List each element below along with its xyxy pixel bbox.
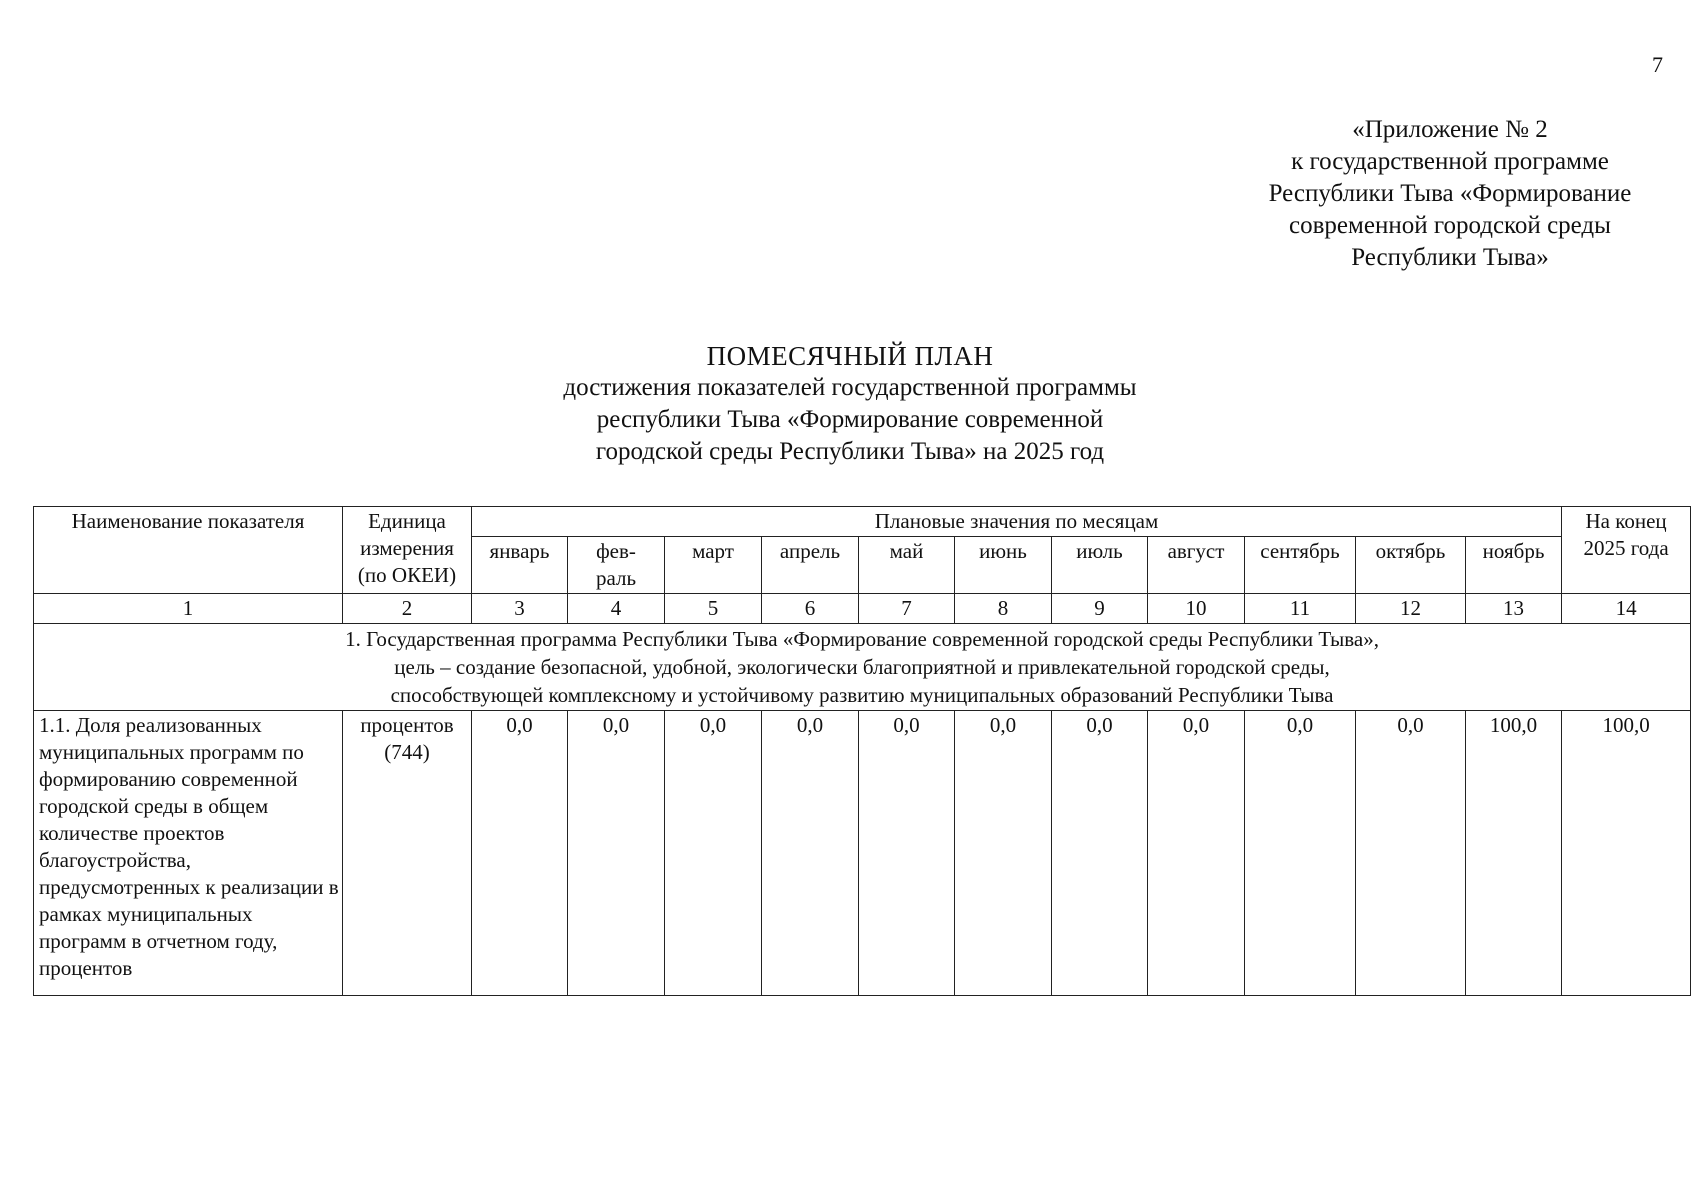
column-number: 10	[1148, 594, 1245, 624]
title-line: республики Тыва «Формирование современной	[596, 406, 1104, 433]
column-number: 13	[1466, 594, 1562, 624]
appendix-line: Республики Тыва»	[1351, 244, 1549, 271]
title-line: достижения показателей государственной программы	[563, 374, 1137, 401]
column-number: 5	[665, 594, 762, 624]
monthly-plan-table	[33, 506, 1691, 996]
appendix-line: современной городской среды	[1289, 212, 1611, 239]
appendix-line: «Приложение № 2	[1352, 116, 1548, 143]
month-value: 0,0	[1148, 711, 1245, 996]
page-number: 7	[1652, 52, 1663, 77]
month-value: 0,0	[665, 711, 762, 996]
month-value: 0,0	[472, 711, 568, 996]
column-number: 9	[1052, 594, 1148, 624]
column-number: 4	[568, 594, 665, 624]
section-line: 1. Государственная программа Республики Тыва «Формирование современной городской среды Республики Тыва»,	[345, 627, 1379, 651]
month-header: март	[665, 537, 762, 594]
column-number: 7	[859, 594, 955, 624]
month-value: 0,0	[762, 711, 859, 996]
column-number: 11	[1245, 594, 1356, 624]
month-header: ноябрь	[1466, 537, 1562, 594]
document-title	[400, 340, 1300, 468]
month-header: сентябрь	[1245, 537, 1356, 594]
month-header: май	[859, 537, 955, 594]
section-line: способствующей комплексному и устойчивому развитию муниципальных образований Республики Тыва	[390, 683, 1334, 707]
month-header: январь	[472, 537, 568, 594]
column-number: 14	[1562, 594, 1691, 624]
column-number: 8	[955, 594, 1052, 624]
month-header: июнь	[955, 537, 1052, 594]
month-value: 0,0	[859, 711, 955, 996]
indicator-name: 1.1. Доля реализованных муниципальных программ по формированию современной городской среды в общем количестве проектов благоустройства, предусмотренных к реализации в рамках муниципальных программ в отчетном году, процентов	[34, 711, 343, 996]
month-value: 0,0	[1356, 711, 1466, 996]
header-row-top	[34, 507, 1691, 537]
column-number: 1	[34, 594, 343, 624]
title-line: городской среды Республики Тыва» на 2025 год	[595, 438, 1105, 465]
column-number-row	[34, 594, 1691, 624]
end-of-year-value: 100,0	[1562, 711, 1691, 996]
month-header: октябрь	[1356, 537, 1466, 594]
month-header: август	[1148, 537, 1245, 594]
column-number: 6	[762, 594, 859, 624]
month-value: 0,0	[1245, 711, 1356, 996]
indicator-unit: процентов (744)	[343, 711, 472, 996]
month-value: 0,0	[568, 711, 665, 996]
month-header: апрель	[762, 537, 859, 594]
appendix-line: Республики Тыва «Формирование	[1268, 180, 1632, 207]
month-value: 0,0	[1052, 711, 1148, 996]
month-value: 0,0	[955, 711, 1052, 996]
month-value: 100,0	[1466, 711, 1562, 996]
header-planned-values: Плановые значения по месяцам	[472, 507, 1562, 537]
table-row	[34, 711, 1691, 996]
header-unit: Единица измерения (по ОКЕИ)	[343, 507, 472, 594]
section-heading	[34, 624, 1691, 711]
appendix-note	[1220, 114, 1680, 274]
header-indicator: Наименование показателя	[34, 507, 343, 594]
column-number: 3	[472, 594, 568, 624]
month-header: фев- раль	[568, 537, 665, 594]
column-number: 2	[343, 594, 472, 624]
section-line: цель – создание безопасной, удобной, экологически благоприятной и привлекательной городской среды,	[394, 655, 1330, 679]
section-row	[34, 624, 1691, 711]
appendix-line: к государственной программе	[1291, 148, 1609, 175]
title-main: ПОМЕСЯЧНЫЙ ПЛАН	[706, 341, 994, 371]
header-end-of-year: На конец 2025 года	[1562, 507, 1691, 594]
month-header: июль	[1052, 537, 1148, 594]
column-number: 12	[1356, 594, 1466, 624]
